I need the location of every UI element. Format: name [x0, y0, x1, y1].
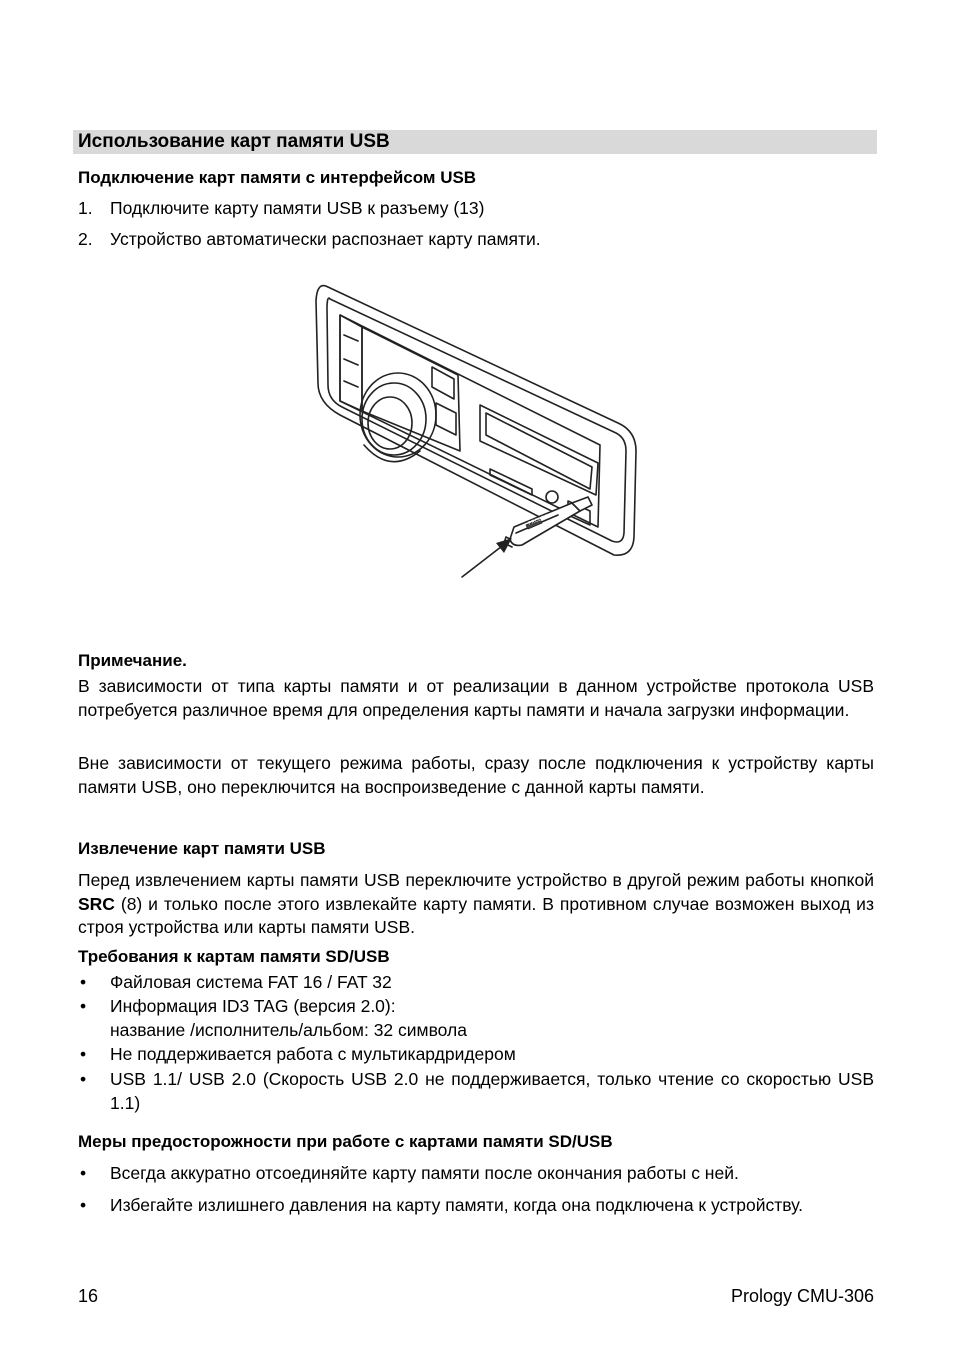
product-name: Prology CMU-306: [730, 1286, 874, 1306]
eject-heading: Извлечение карт памяти USB: [78, 839, 326, 858]
requirements-heading: Требования к картам памяти SD/USB: [78, 947, 390, 966]
precaution-item: Избегайте излишнего давления на карту памяти, когда она подключена к устройству.: [110, 1195, 804, 1215]
bullet-icon: •: [80, 996, 87, 1016]
eject-text-before: Перед извлечением карты памяти USB переключите устройство в другой режим работы кнопкой: [78, 870, 874, 890]
step-text: Устройство автоматически распознает карту памяти.: [110, 229, 541, 249]
bullet-icon: •: [80, 1195, 87, 1215]
eject-text-after: (8) и только после этого извлекайте карту памяти. В противном случае возможен выход из строя устройства или карты памяти USB.: [78, 893, 874, 937]
src-button-label: SRC: [78, 893, 115, 914]
bullet-icon: •: [80, 1163, 87, 1183]
precaution-item: Всегда аккуратно отсоединяйте карту памяти после окончания работы с ней.: [110, 1163, 739, 1183]
bullet-icon: •: [80, 1069, 87, 1089]
requirement-item: Информация ID3 TAG (версия 2.0):: [110, 996, 396, 1016]
note-paragraph-1: В зависимости от типа карты памяти и от реализации в данном устройстве протокола USB потребуется различное время для определения карты памяти и начала загрузки информации.: [78, 676, 874, 720]
car-radio-illustration: [300, 275, 645, 585]
page-number: 16: [78, 1286, 99, 1306]
requirement-item: название /исполнитель/альбом: 32 символа: [110, 1020, 467, 1040]
bullet-icon: •: [80, 972, 87, 992]
note-paragraph-2: Вне зависимости от текущего режима работы, сразу после подключения к устройству карты памяти USB, оно переключится на воспроизведение с данной карты памяти.: [78, 753, 874, 797]
section-title: Использование карт памяти USB: [78, 131, 390, 152]
step-number: 1.: [78, 198, 93, 218]
requirement-item: USB 1.1/ USB 2.0 (Скорость USB 2.0 не поддерживается, только чтение со скоростью USB 1.1): [110, 1069, 874, 1113]
note-heading: Примечание.: [78, 651, 187, 670]
step-text: Подключите карту памяти USB к разъему (13): [110, 198, 485, 218]
precautions-heading: Меры предосторожности при работе с картами памяти SD/USB: [78, 1132, 613, 1151]
eject-paragraph: [78, 869, 874, 940]
connect-heading: Подключение карт памяти с интерфейсом USB: [78, 168, 477, 187]
requirement-item: Файловая система FAT 16 / FAT 32: [110, 972, 392, 992]
requirement-item: Не поддерживается работа с мультикардридером: [110, 1044, 516, 1064]
step-number: 2.: [78, 229, 93, 249]
bullet-icon: •: [80, 1044, 87, 1064]
usb-stick-label: PROLOGY: [527, 512, 553, 527]
